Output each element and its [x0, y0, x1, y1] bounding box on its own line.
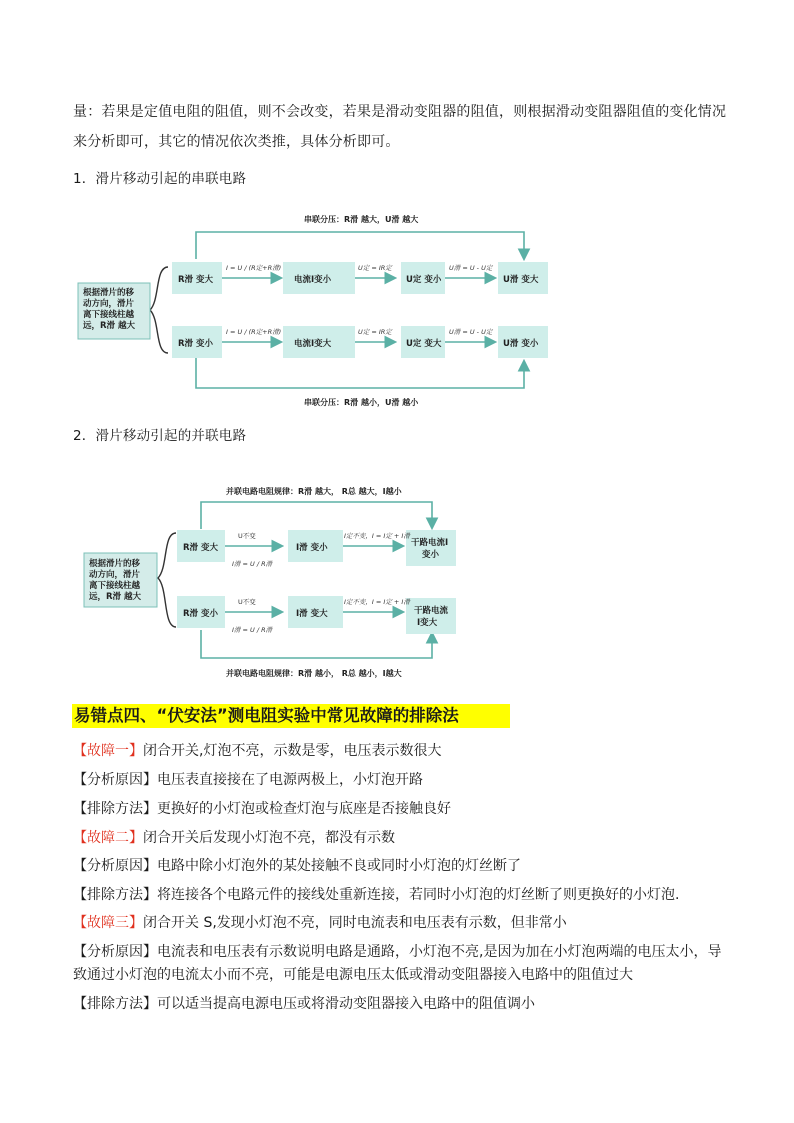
fault-item-text: 闭合开关后发现小灯泡不亮，都没有示数 — [143, 830, 395, 846]
fig1-r2-b4: U滑 变小 — [503, 339, 539, 349]
fault-item-text: 将连接各个电路元件的接线处重新连接，若同时小灯泡的灯丝断了则更换好的小灯泡. — [157, 887, 680, 903]
fig2-r2-f2: I定不变，I = I定 + I滑 — [344, 598, 410, 606]
fault-item — [73, 911, 733, 935]
fault-item — [73, 854, 733, 878]
fault-item — [73, 992, 733, 1016]
fig1-r2-b1: R滑 变小 — [178, 339, 214, 349]
fault-item-tag: 【故障二】 — [73, 830, 143, 846]
fig2-left-line1: 根据滑片的移 — [89, 559, 141, 569]
fault-item-tag: 【排除方法】 — [73, 996, 157, 1012]
fault-item-tag: 【故障一】 — [73, 743, 143, 759]
fig1-r1-b3: U定 变小 — [406, 275, 442, 285]
fig2-r1-f1: I滑 = U / R滑 — [232, 560, 273, 568]
fault-item-text: 闭合开关 S,发现小灯泡不亮，同时电流表和电压表有示数，但非常小 — [143, 915, 567, 931]
fig2-left-line4: 远，R滑 越大 — [89, 592, 142, 602]
fig1-r1-f1: I = U / (R定+R滑) — [226, 264, 282, 272]
fault-item-text: 电路中除小灯泡外的某处接触不良或同时小灯泡的灯丝断了 — [157, 858, 521, 874]
fig2-r1-b3a: 干路电流I — [411, 538, 449, 548]
fig1-r1-b2: 电流I变小 — [294, 275, 332, 285]
fault-item — [73, 883, 733, 907]
fig1-r2-f2: U定 = IR定 — [358, 328, 392, 336]
fault-item-tag: 【分析原因】 — [73, 858, 157, 874]
fig1-left-line3: 离下接线柱越 — [83, 310, 135, 320]
fig1-r1-b4: U滑 变大 — [503, 275, 539, 285]
fault-item-text: 电压表直接接在了电源两极上，小灯泡开路 — [157, 772, 423, 788]
section-heading: 易错点四、“伏安法”测电阻实验中常见故障的排除法 — [72, 704, 510, 728]
fig2-r1-b3b: 变小 — [422, 550, 440, 560]
fig1-r2-b3: U定 变大 — [406, 339, 442, 349]
fig2-r1-f2: I定不变，I = I定 + I滑 — [344, 532, 410, 540]
fig1-r1-f2: U定 = IR定 — [358, 264, 392, 272]
fault-item-tag: 【故障三】 — [73, 915, 143, 931]
fig2-r1-u: U不变 — [238, 532, 256, 540]
fig1-r2-b2: 电流I变大 — [294, 339, 332, 349]
fig2-left-line2: 动方向，滑片 — [89, 570, 141, 580]
fault-item — [73, 826, 733, 850]
fault-item — [73, 739, 733, 763]
fault-item-text: 闭合开关,灯泡不亮，示数是零，电压表示数很大 — [143, 743, 442, 759]
fault-item-text: 可以适当提高电源电压或将滑动变阻器接入电路中的阻值调小 — [157, 996, 535, 1012]
fig1-r2-f1: I = U / (R定+R滑) — [226, 328, 282, 336]
section-1-title: 1．滑片移动引起的串联电路 — [73, 171, 247, 187]
fig1-r2-f3: U滑 = U - U定 — [449, 328, 493, 336]
fig2-r2-b3b: I变大 — [417, 618, 438, 628]
fig1-left-line4: 远，R滑 越大 — [83, 321, 136, 331]
fig1-r1-b1: R滑 变大 — [178, 275, 214, 285]
fig2-r2-u: U不变 — [238, 598, 256, 606]
fig2-bottom-label: 并联电路电阻规律：R滑 越小， R总 越小，I越大 — [226, 669, 402, 678]
fault-item-tag: 【排除方法】 — [73, 887, 157, 903]
fig1-left-line1: 根据滑片的移 — [83, 288, 135, 298]
fig2-r1-b2: I滑 变小 — [296, 543, 328, 553]
fault-item-text: 致通过小灯泡的电流太小而不亮，可能是电源电压太低或滑动变阻器接入电路中的阻值过大 — [73, 967, 633, 983]
fig2-r2-f1: I滑 = U / R滑 — [232, 626, 273, 634]
fault-item-tag: 【排除方法】 — [73, 801, 157, 817]
fig1-top-label: 串联分压：R滑 越大，U滑 越大 — [304, 215, 419, 224]
intro-line-2: 来分析即可，其它的情况依次类推，具体分析即可。 — [73, 134, 400, 150]
fig2-r2-b3a: 干路电流 — [414, 606, 449, 616]
fig1-left-line2: 动方向，滑片 — [83, 299, 135, 309]
fault-item — [73, 768, 733, 792]
fig2-top-label: 并联电路电阻规律：R滑 越大， R总 越大，I越小 — [226, 487, 402, 496]
fault-item — [73, 940, 733, 964]
fault-item-text: 电流表和电压表有示数说明电路是通路，小灯泡不亮,是因为加在小灯泡两端的电压太小，导 — [157, 944, 722, 960]
fault-item-text: 更换好的小灯泡或检查灯泡与底座是否接触良好 — [157, 801, 451, 817]
fault-item — [73, 963, 733, 987]
section-2-title: 2．滑片移动引起的并联电路 — [73, 428, 247, 444]
fig1-bottom-label: 串联分压：R滑 越小，U滑 越小 — [304, 398, 419, 407]
fig2-r2-b2: I滑 变大 — [296, 609, 328, 619]
fig2-r2-b1: R滑 变小 — [183, 609, 219, 619]
fig1-r1-f3: U滑 = U - U定 — [449, 264, 493, 272]
fault-item-tag: 【分析原因】 — [73, 772, 157, 788]
fig2-r1-b1: R滑 变大 — [183, 543, 219, 553]
fault-item — [73, 797, 733, 821]
intro-line-1: 量：若果是定值电阻的阻值，则不会改变，若果是滑动变阻器的阻值，则根据滑动变阻器阻值的变化情况 — [73, 104, 727, 120]
fault-item-tag: 【分析原因】 — [73, 944, 157, 960]
fig2-left-line3: 离下接线柱越 — [89, 581, 141, 591]
